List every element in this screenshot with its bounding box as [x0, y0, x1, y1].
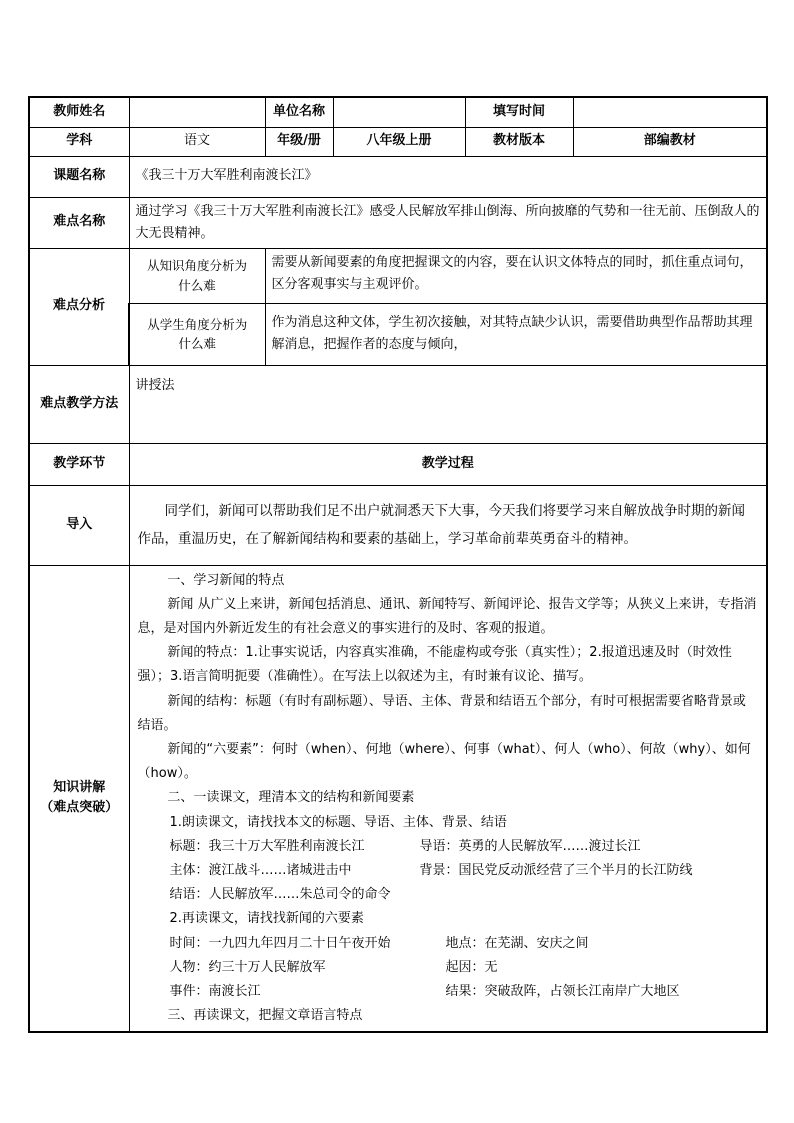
element-people-item: 人物：约三十万人民解放军	[169, 959, 326, 975]
lesson-plan-table	[28, 96, 768, 1033]
news-structure: 新闻的结构：标题（有时有副标题）、导语、主体、背景和结语五个部分，有时可根据需要省略背景或结语。	[137, 693, 746, 733]
row-knowledge	[29, 565, 767, 1032]
difficulty-name-value: 通过学习《我三十万大军胜利南渡长江》感受人民解放军排山倒海、所向披靡的气势和一往无前、压倒敌人的大无畏精神。	[129, 197, 767, 248]
row-knowledge-analysis	[29, 248, 767, 303]
knowledge-section-label	[29, 565, 129, 1032]
element-event-item: 事件：南渡长江	[169, 983, 261, 999]
row-process-header	[29, 443, 767, 485]
news-six-elements: 新闻的“六要素”：何时（when）、何地（where）、何事（what）、何人（who）、何故（why）、如何（how）。	[137, 741, 751, 782]
structure-row-1	[138, 835, 759, 859]
teaching-method-value: 讲授法	[129, 365, 767, 443]
subject-label: 学科	[29, 127, 129, 156]
element-cause-item: 起因：无	[445, 959, 498, 975]
edition-label: 教材版本	[465, 127, 573, 156]
teaching-method-label: 难点教学方法	[29, 365, 129, 443]
teaching-process-label: 教学过程	[129, 443, 767, 485]
row-difficulty-name	[29, 197, 767, 248]
element-result-item: 结果：突破敌阵，占领长江南岸广大地区	[445, 983, 680, 999]
teacher-name-cell[interactable]	[129, 97, 265, 127]
difficulty-analysis-label: 难点分析	[29, 248, 129, 365]
knowledge-angle-label-line2: 什么难	[178, 277, 216, 293]
knowledge-angle-value: 需要从新闻要素的角度把握课文的内容，要在认识文体特点的同时，抓住重点词句，区分客观事实与主观评价。	[265, 248, 767, 303]
student-angle-label-line1: 从学生角度分析为	[147, 316, 248, 332]
row-lesson-title	[29, 156, 767, 197]
student-angle-label	[129, 303, 265, 365]
row-header-2	[29, 127, 767, 156]
row-intro	[29, 485, 767, 565]
student-angle-label-line2: 什么难	[178, 336, 216, 351]
question-2: 2.再读课文，请找找新闻的六要素	[169, 911, 364, 927]
knowledge-angle-label-line1: 从知识角度分析为	[146, 258, 247, 274]
lesson-title-label: 课题名称	[29, 156, 129, 197]
unit-name-label: 单位名称	[265, 97, 333, 127]
subject-value: 语文	[129, 127, 265, 156]
knowledge-content	[129, 565, 767, 1032]
elements-row-1	[138, 932, 759, 956]
fill-date-label: 填写时间	[465, 97, 573, 127]
structure-row-2	[138, 859, 759, 883]
unit-name-cell[interactable]	[333, 97, 465, 127]
difficulty-name-label: 难点名称	[29, 197, 129, 248]
section3-heading: 三、再读课文，把握文章语言特点	[167, 1008, 363, 1024]
elements-row-3	[138, 980, 759, 1004]
question-1: 1.朗读课文，请找找本文的标题、导语、主体、背景、结语	[169, 814, 507, 830]
intro-value: 同学们，新闻可以帮助我们足不出户就洞悉天下大事，今天我们将要学习来自解放战争时期的新闻作品，重温历史，在了解新闻结构和要素的基础上，学习革命前辈英勇奋斗的精神。	[129, 485, 767, 565]
grade-value: 八年级上册	[333, 127, 465, 156]
lesson-title-value: 《我三十万大军胜利南渡长江》	[129, 156, 767, 197]
edition-value: 部编教材	[573, 127, 767, 156]
structure-background-item: 背景：国民党反动派经营了三个半月的长江防线	[419, 862, 693, 878]
structure-ending-item: 结语：人民解放军……朱总司令的命令	[169, 887, 391, 903]
knowledge-angle-label	[129, 248, 265, 303]
news-definition: 新闻 从广义上来讲，新闻包括消息、通讯、新闻特写、新闻评论、报告文学等；从狭义上来讲，专指消息，是对国内外新近发生的有社会意义的事实进行的及时、客观的报道。	[137, 596, 757, 636]
grade-label: 年级/册	[265, 127, 333, 156]
row-teaching-method	[29, 365, 767, 443]
fill-date-cell[interactable]	[573, 97, 767, 127]
section1-heading: 一、学习新闻的特点	[167, 572, 285, 588]
structure-body-item: 主体：渡江战斗……诸城进击中	[169, 862, 352, 878]
teaching-stage-label: 教学环节	[29, 443, 129, 485]
news-features: 新闻的特点：1.让事实说话，内容真实准确，不能虚构或夸张（真实性）；2.报道迅速及时（时效性强）；3.语言简明扼要（准确性）。在写法上以叙述为主，有时兼有议论、描写。	[137, 645, 732, 685]
structure-lead-item: 导语：英勇的人民解放军……渡过长江	[419, 838, 641, 854]
element-time-item: 时间：一九四九年四月二十日午夜开始	[169, 935, 391, 951]
row-student-analysis	[29, 303, 767, 365]
structure-title-item: 标题：我三十万大军胜利南渡长江	[169, 838, 365, 854]
intro-label: 导入	[29, 485, 129, 565]
elements-row-2	[138, 956, 759, 980]
row-header-1	[29, 97, 767, 127]
section2-heading: 二、一读课文，理清本文的结构和新闻要素	[167, 790, 415, 806]
element-place-item: 地点：在芜湖、安庆之间	[445, 935, 589, 951]
teacher-name-label: 教师姓名	[29, 97, 129, 127]
student-angle-value: 作为消息这种文体，学生初次接触，对其特点缺少认识，需要借助典型作品帮助其理解消息，把握作者的态度与倾向，	[265, 303, 767, 365]
knowledge-label-line1: 知识讲解	[53, 780, 106, 796]
knowledge-label-line2: （难点突破）	[40, 800, 119, 816]
